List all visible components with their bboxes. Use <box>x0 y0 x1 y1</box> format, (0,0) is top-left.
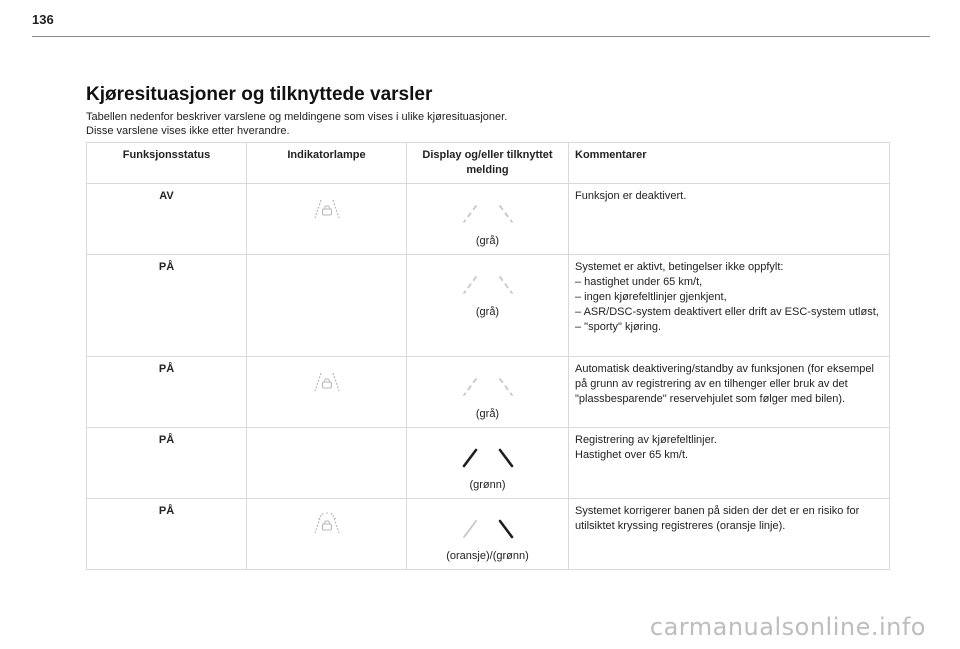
section-title: Kjøresituasjoner og tilknyttede varsler <box>86 84 433 105</box>
lane-lines-icon <box>413 518 562 545</box>
comment-line: – hastighet under 65 km/t, <box>575 276 703 288</box>
function-status-cell: PÅ <box>87 255 247 357</box>
function-status-cell: PÅ <box>87 499 247 570</box>
indicator-lamp-cell <box>247 428 407 499</box>
right-lane-line <box>500 206 512 222</box>
header-display: Display og/eller tilknyttet melding <box>407 143 569 184</box>
indicator-lamp-cell <box>247 184 407 255</box>
comment-line: – ASR/DSC-system deaktivert eller drift av ESC-system utløst, <box>575 306 879 318</box>
comment-cell <box>569 357 890 428</box>
comment-cell <box>569 255 890 357</box>
lane-assist-lamp-icon <box>312 370 342 399</box>
left-lane-line <box>464 450 476 466</box>
header-divider <box>32 36 930 37</box>
comment-cell <box>569 184 890 255</box>
left-lane-line <box>464 206 476 222</box>
comment-cell <box>569 428 890 499</box>
table-row <box>87 255 890 357</box>
comment-line: – "sporty" kjøring. <box>575 321 662 333</box>
display-cell <box>407 184 569 255</box>
intro-line: Disse varslene vises ikke etter hverandre. <box>86 125 290 137</box>
display-cell <box>407 499 569 570</box>
lane-lines-icon <box>413 376 562 403</box>
function-status-cell: AV <box>87 184 247 255</box>
header-status: Funksjonsstatus <box>87 143 247 184</box>
right-lane-line <box>500 277 512 293</box>
page-number: 136 <box>32 12 54 27</box>
function-status-cell: PÅ <box>87 428 247 499</box>
alerts-table <box>86 142 890 570</box>
comment-line: Systemet er aktivt, betingelser ikke oppfylt: <box>575 261 784 273</box>
display-color-label: (grå) <box>475 408 500 420</box>
display-cell <box>407 428 569 499</box>
table-row <box>87 428 890 499</box>
watermark: carmanualsonline.info <box>649 613 926 641</box>
display-color-label: (grønn) <box>469 479 506 491</box>
table-row <box>87 499 890 570</box>
header-comment: Kommentarer <box>569 143 890 184</box>
comment-line: Automatisk deaktivering/standby av funksjonen (for eksempel på grunn av registrering av en tilhenger eller bruk av det "plassbesparende" reservehjulet som følger med bilen). <box>575 363 874 405</box>
right-lane-line <box>500 521 512 537</box>
comment-line: – ingen kjørefeltlinjer gjenkjent, <box>575 291 727 303</box>
table-row <box>87 357 890 428</box>
comment-line: Hastighet over 65 km/t. <box>575 449 689 461</box>
lane-assist-lamp-icon <box>312 197 342 226</box>
display-cell <box>407 255 569 357</box>
function-status-cell: PÅ <box>87 357 247 428</box>
lane-lines-icon <box>413 203 562 230</box>
lane-lines-icon <box>413 274 562 301</box>
lane-lines-icon <box>413 447 562 474</box>
left-lane-line <box>464 379 476 395</box>
left-lane-line <box>464 277 476 293</box>
comment-line: Systemet korrigerer banen på siden der det er en risiko for utilsiktet kryssing registreres (oransje linje). <box>575 505 860 532</box>
comment-cell <box>569 499 890 570</box>
table-body <box>87 184 890 570</box>
right-lane-line <box>500 450 512 466</box>
display-color-label: (grå) <box>475 235 500 247</box>
display-color-label: (grå) <box>475 306 500 318</box>
intro-line: Tabellen nedenfor beskriver varslene og meldingene som vises i ulike kjøresituasjoner. <box>86 111 508 123</box>
table-row <box>87 184 890 255</box>
display-color-label: (oransje)/(grønn) <box>446 550 529 562</box>
display-cell <box>407 357 569 428</box>
lane-assist-active-lamp-icon <box>312 512 342 541</box>
comment-line: Registrering av kjørefeltlinjer. <box>575 434 717 446</box>
left-lane-line <box>464 521 476 537</box>
header-lamp: Indikatorlampe <box>247 143 407 184</box>
indicator-lamp-cell <box>247 357 407 428</box>
comment-line: Funksjon er deaktivert. <box>575 190 687 202</box>
table-header-row <box>87 143 890 184</box>
indicator-lamp-cell <box>247 255 407 357</box>
indicator-lamp-cell <box>247 499 407 570</box>
intro-text <box>86 110 507 138</box>
right-lane-line <box>500 379 512 395</box>
